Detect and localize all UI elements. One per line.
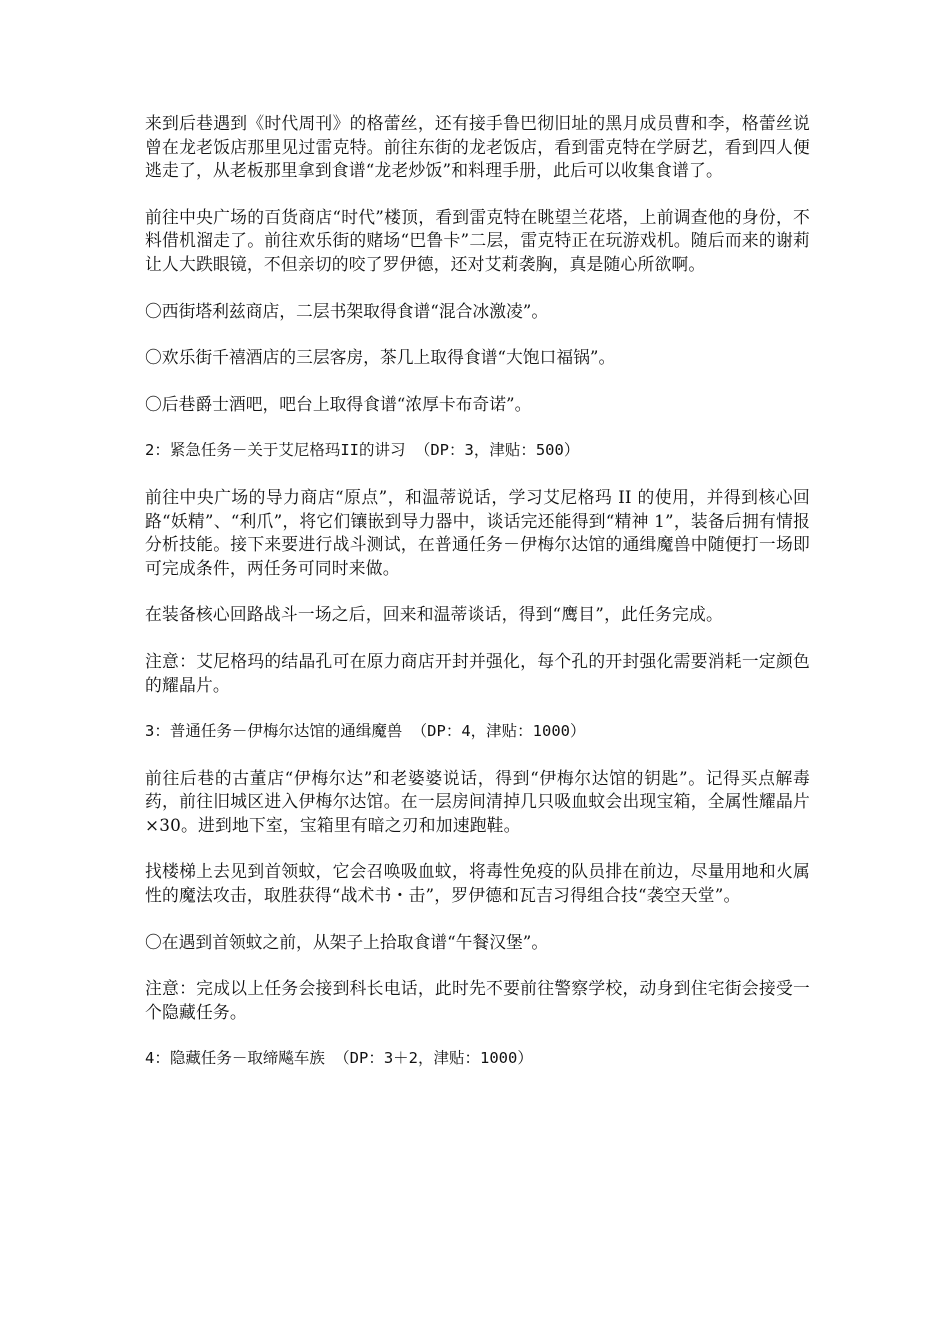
note-paragraph: 注意：艾尼格玛的结晶孔可在原力商店开封并强化，每个孔的开封强化需要消耗一定颜色的耀晶片。 [145,650,810,695]
note-paragraph: 注意：完成以上任务会接到科长电话，此时先不要前往警察学校，动身到住宅街会接受一个隐藏任务。 [145,978,810,1022]
paragraph-intro: 来到后巷遇到《时代周刊》的格蕾丝，还有接手鲁巴彻旧址的黑月成员曹和李，格蕾丝说曾在龙老饭店那里见过雷克特。前往东街的龙老饭店，看到雷克特在学厨艺，看到四人便逃走了，从老板那里拿到食谱“龙老炒饭”和料理手册，此后可以收集食谱了。 [145,113,810,181]
paragraph-mission-complete: 在装备核心回路战斗一场之后，回来和温蒂谈话，得到“鹰目”，此任务完成。 [145,604,723,625]
mission-heading: 2：紧急任务－关于艾尼格玛II的讲习 （DP：3，津贴：500） [145,441,580,460]
paragraph-boss: 找楼梯上去见到首领蚊，它会召唤吸血蚊，将毒性免疫的队员排在前边，尽量用地和火属性的魔法攻击，取胜获得“战术书・击”，罗伊德和瓦吉习得组合技“袭空天堂”。 [145,861,810,906]
recipe-item: 〇后巷爵士酒吧，吧台上取得食谱“浓厚卡布奇诺”。 [145,393,532,414]
document-page [145,112,810,1094]
mission-heading: 3：普通任务－伊梅尔达馆的通缉魔兽 （DP：4，津贴：1000） [145,722,586,741]
paragraph-imelda: 前往后巷的古董店“伊梅尔达”和老婆婆说话，得到“伊梅尔达馆的钥匙”。记得买点解毒药，前往旧城区进入伊梅尔达馆。在一层房间清掉几只吸血蚊会出现宝箱，全属性耀晶片×30。进到地下室，宝箱里有暗之刃和加速跑鞋。 [145,767,810,835]
recipe-item: 〇在遇到首领蚊之前，从架子上拾取食谱“午餐汉堡”。 [145,931,549,952]
mission-heading: 4：隐藏任务－取缔飚车族 （DP：3＋2，津贴：1000） [145,1049,533,1068]
recipe-item: 〇西街塔利兹商店，二层书架取得食谱“混合冰激凌”。 [145,300,549,321]
recipe-item: 〇欢乐街千禧酒店的三层客房，茶几上取得食谱“大饱口福锅”。 [145,347,616,368]
paragraph-enigma: 前往中央广场的导力商店“原点”，和温蒂说话，学习艾尼格玛 II 的使用，并得到核心回路“妖精”、“利爪”，将它们镶嵌到导力器中，谈话完还能得到“精神 1”，装备后拥有情报分析技能。接下来要进行战斗测试，在普通任务－伊梅尔达馆的通缉魔兽中随便打一场即可完成条件，两任务可同时来做。 [145,486,810,578]
paragraph-department-store: 前往中央广场的百货商店“时代”楼顶，看到雷克特在眺望兰花塔，上前调查他的身份，不料借机溜走了。前往欢乐街的赌场“巴鲁卡”二层，雷克特正在玩游戏机。随后而来的谢莉让人大跌眼镜，不但亲切的咬了罗伊德，还对艾莉袭胸，真是随心所欲啊。 [145,206,810,274]
